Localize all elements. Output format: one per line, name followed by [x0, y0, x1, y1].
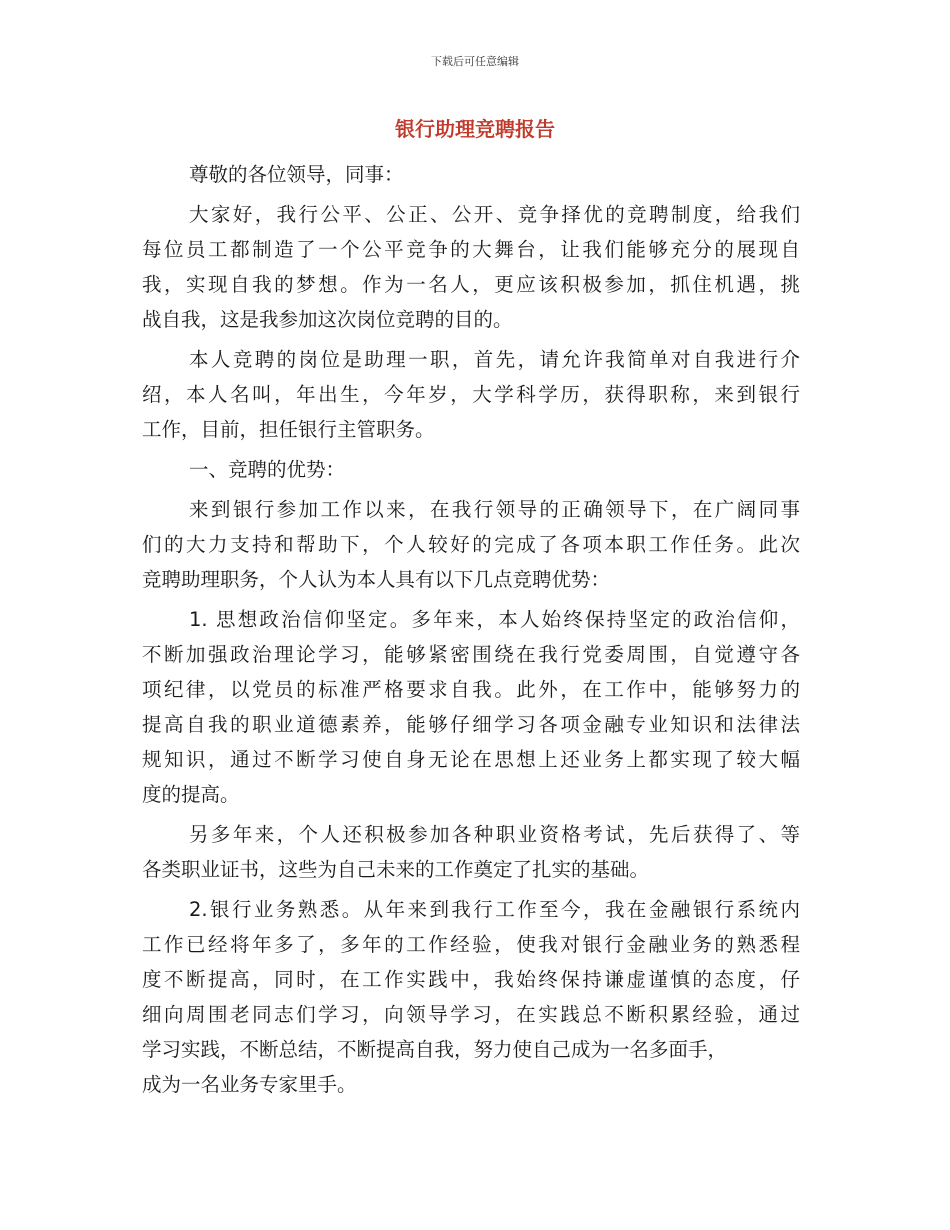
paragraph-line: 2.银行业务熟悉。从年来到我行工作至今，我在金融银行系统内: [189, 898, 800, 921]
paragraph-line: 竞聘助理职务，个人认为本人具有以下几点竞聘优势：: [142, 568, 611, 591]
paragraph-line: 度不断提高，同时，在工作实践中，我始终保持谦虚谨慎的态度，仔: [142, 968, 800, 991]
paragraph-line: 各类职业证书，这些为自己未来的工作奠定了扎实的基础。: [142, 858, 650, 881]
paragraph-line: 项纪律，以党员的标准严格要求自我。此外，在工作中，能够努力的: [142, 678, 800, 701]
paragraph-line: 我，实现自我的梦想。作为一名人，更应该积极参加，抓住机遇，挑: [142, 273, 800, 296]
paragraph-line: 本人竞聘的岗位是助理一职，首先，请允许我简单对自我进行介: [189, 348, 800, 371]
paragraph-work-experience: [142, 492, 800, 597]
document-body: [142, 157, 800, 1102]
paragraph-line: 另多年来，个人还积极参加各种职业资格考试，先后获得了、等: [189, 823, 800, 846]
paragraph-line: 工作已经将年多了，多年的工作经验，使我对银行金融业务的熟悉程: [142, 933, 800, 956]
paragraph-self-introduction: [142, 342, 800, 447]
paragraph-line: 不断加强政治理论学习，能够紧密围绕在我行党委周围，自觉遵守各: [142, 643, 800, 666]
paragraph-line: 大家好，我行公平、公正、公开、竞争择优的竞聘制度，给我们: [189, 203, 800, 226]
paragraph-certificates: [142, 817, 800, 887]
paragraph-line: 成为一名业务专家里手。: [142, 1073, 357, 1096]
document-title: 银行助理竞聘报告: [395, 117, 555, 141]
paragraph-line: 提高自我的职业道德素养，能够仔细学习各项金融专业知识和法律法: [142, 713, 800, 736]
paragraph-political-belief: [142, 602, 800, 812]
paragraph-line: 规知识，通过不断学习使自身无论在思想上还业务上都实现了较大幅: [142, 748, 800, 771]
paragraph-line: 细向周围老同志们学习，向领导学习，在实践总不断积累经验，通过: [142, 1003, 800, 1026]
paragraph-line: 学习实践，不断总结，不断提高自我，努力使自己成为一名多面手，: [142, 1038, 728, 1061]
paragraph-line: 每位员工都制造了一个公平竞争的大舞台，让我们能够充分的展现自: [142, 238, 800, 261]
header-note: 下载后可任意编辑: [431, 55, 519, 68]
paragraph-line: 来到银行参加工作以来，在我行领导的正确领导下，在广阔同事: [189, 498, 800, 521]
paragraph-line: 工作，目前，担任银行主管职务。: [142, 418, 435, 441]
paragraph-intro: [142, 197, 800, 337]
paragraph-line: 们的大力支持和帮助下，个人较好的完成了各项本职工作任务。此次: [142, 533, 800, 556]
paragraph-line: 绍，本人名叫，年出生，今年岁，大学科学历，获得职称，来到银行: [142, 383, 800, 406]
paragraph-line: 度的提高。: [142, 783, 240, 806]
greeting: 尊敬的各位领导，同事：: [189, 163, 404, 186]
paragraph-business-familiarity: [142, 892, 800, 1102]
section-heading: 一、竞聘的优势：: [189, 458, 346, 481]
section-heading-advantages: [142, 452, 800, 487]
paragraph-line: 1. 思想政治信仰坚定。多年来，本人始终保持坚定的政治信仰，: [189, 608, 800, 631]
paragraph-line: 战自我，这是我参加这次岗位竞聘的目的。: [142, 308, 513, 331]
